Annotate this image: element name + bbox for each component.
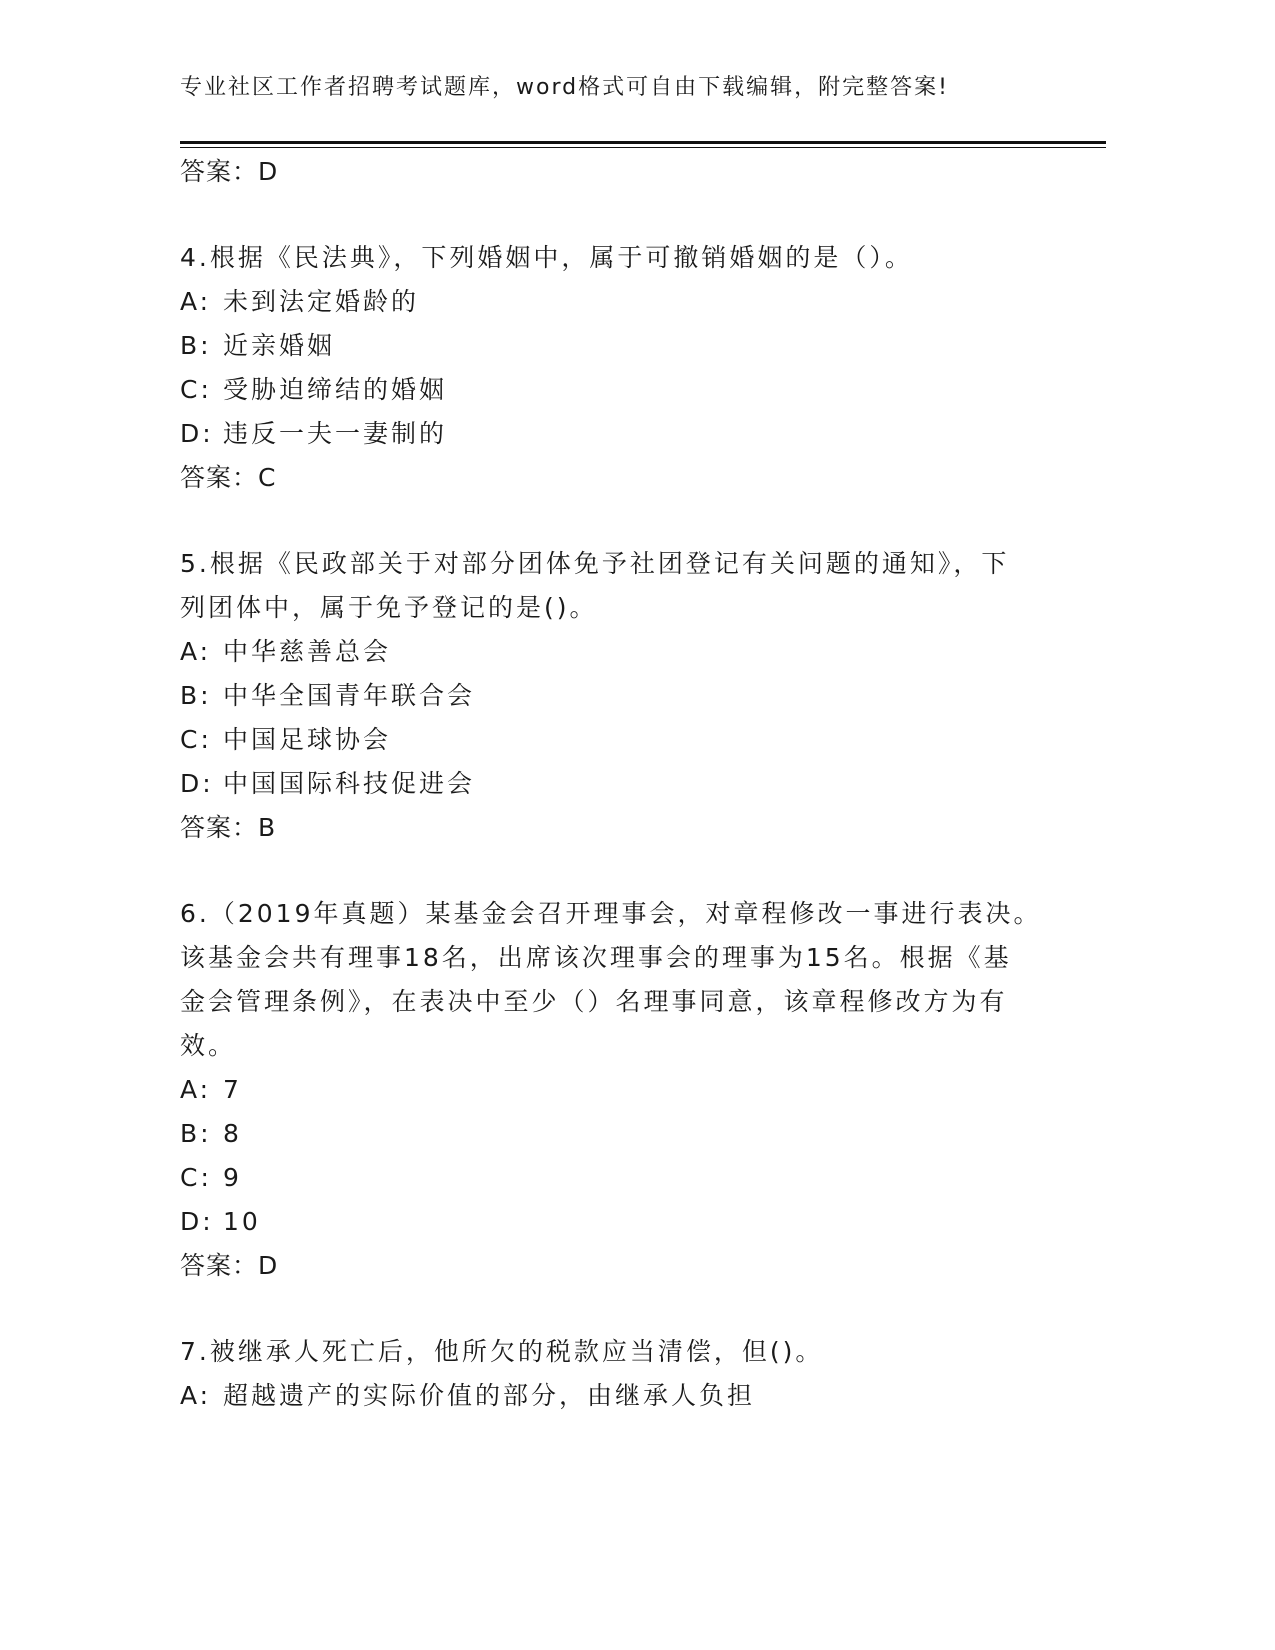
- answer-line: 答案：B: [180, 813, 277, 842]
- option-label: A:: [180, 637, 212, 666]
- header-rule-thin: [180, 147, 1106, 148]
- option-label: D:: [180, 419, 214, 448]
- question-block: [180, 236, 1020, 500]
- option-row: [180, 1156, 1020, 1200]
- option-row: [180, 1112, 1020, 1156]
- spacer: [180, 1288, 1020, 1330]
- option-text: 10: [223, 1207, 261, 1236]
- option-row: [180, 674, 1020, 718]
- header-rule-thick: [180, 141, 1106, 144]
- option-label: A:: [180, 1381, 212, 1410]
- question-stem: 6.（2019年真题）某基金会召开理事会，对章程修改一事进行表决。: [180, 899, 1042, 928]
- option-label: D:: [180, 769, 214, 798]
- option-label: B:: [180, 331, 212, 360]
- spacer: [180, 194, 1020, 236]
- option-row: [180, 762, 1020, 806]
- answer-line: 答案：D: [180, 1251, 279, 1280]
- answer-line: 答案：D: [180, 157, 279, 186]
- option-text: 近亲婚姻: [223, 331, 336, 360]
- option-text: 中华慈善总会: [223, 637, 392, 666]
- question-content: [180, 150, 1042, 1418]
- question-stem: 该基金会共有理事18名，出席该次理事会的理事为15名。根据《基: [180, 943, 1012, 972]
- question-stem: 列团体中，属于免予登记的是()。: [180, 593, 598, 622]
- spacer: [180, 500, 1020, 542]
- option-text: 8: [223, 1119, 242, 1148]
- option-label: C:: [180, 375, 212, 404]
- option-label: B:: [180, 1119, 212, 1148]
- option-row: [180, 280, 1020, 324]
- answer-line: 答案：C: [180, 463, 277, 492]
- option-row: [180, 718, 1020, 762]
- option-text: 超越遗产的实际价值的部分，由继承人负担: [223, 1381, 756, 1410]
- option-text: 9: [223, 1163, 242, 1192]
- option-text: 中国足球协会: [223, 725, 392, 754]
- question-block: [180, 1330, 1020, 1418]
- question-stem: 4.根据《民法典》，下列婚姻中，属于可撤销婚姻的是（）。: [180, 243, 913, 272]
- option-label: C:: [180, 1163, 212, 1192]
- question-stem: 7.被继承人死亡后，他所欠的税款应当清偿，但()。: [180, 1337, 824, 1366]
- option-text: 中国国际科技促进会: [223, 769, 476, 798]
- question-block: [180, 892, 1042, 1288]
- question-stem: 效。: [180, 1031, 237, 1060]
- option-text: 受胁迫缔结的婚姻: [223, 375, 448, 404]
- option-text: 未到法定婚龄的: [223, 287, 420, 316]
- option-text: 7: [223, 1075, 242, 1104]
- question-block: [180, 542, 1020, 850]
- page-header: 专业社区工作者招聘考试题库，word格式可自由下载编辑，附完整答案!: [180, 75, 949, 100]
- option-label: A:: [180, 1075, 212, 1104]
- spacer: [180, 850, 1020, 892]
- option-row: [180, 630, 1020, 674]
- option-row: [180, 1200, 1020, 1244]
- option-row: [180, 1068, 1020, 1112]
- question-stem: 金会管理条例》，在表决中至少（）名理事同意，该章程修改方为有: [180, 987, 1008, 1016]
- option-row: [180, 324, 1020, 368]
- option-text: 违反一夫一妻制的: [223, 419, 448, 448]
- option-row: [180, 368, 1020, 412]
- option-label: D:: [180, 1207, 214, 1236]
- option-row: [180, 412, 1020, 456]
- question-stem: 5.根据《民政部关于对部分团体免予社团登记有关问题的通知》，下: [180, 549, 1010, 578]
- option-text: 中华全国青年联合会: [223, 681, 476, 710]
- option-row: [180, 1374, 1020, 1418]
- option-label: A:: [180, 287, 212, 316]
- option-label: C:: [180, 725, 212, 754]
- option-label: B:: [180, 681, 212, 710]
